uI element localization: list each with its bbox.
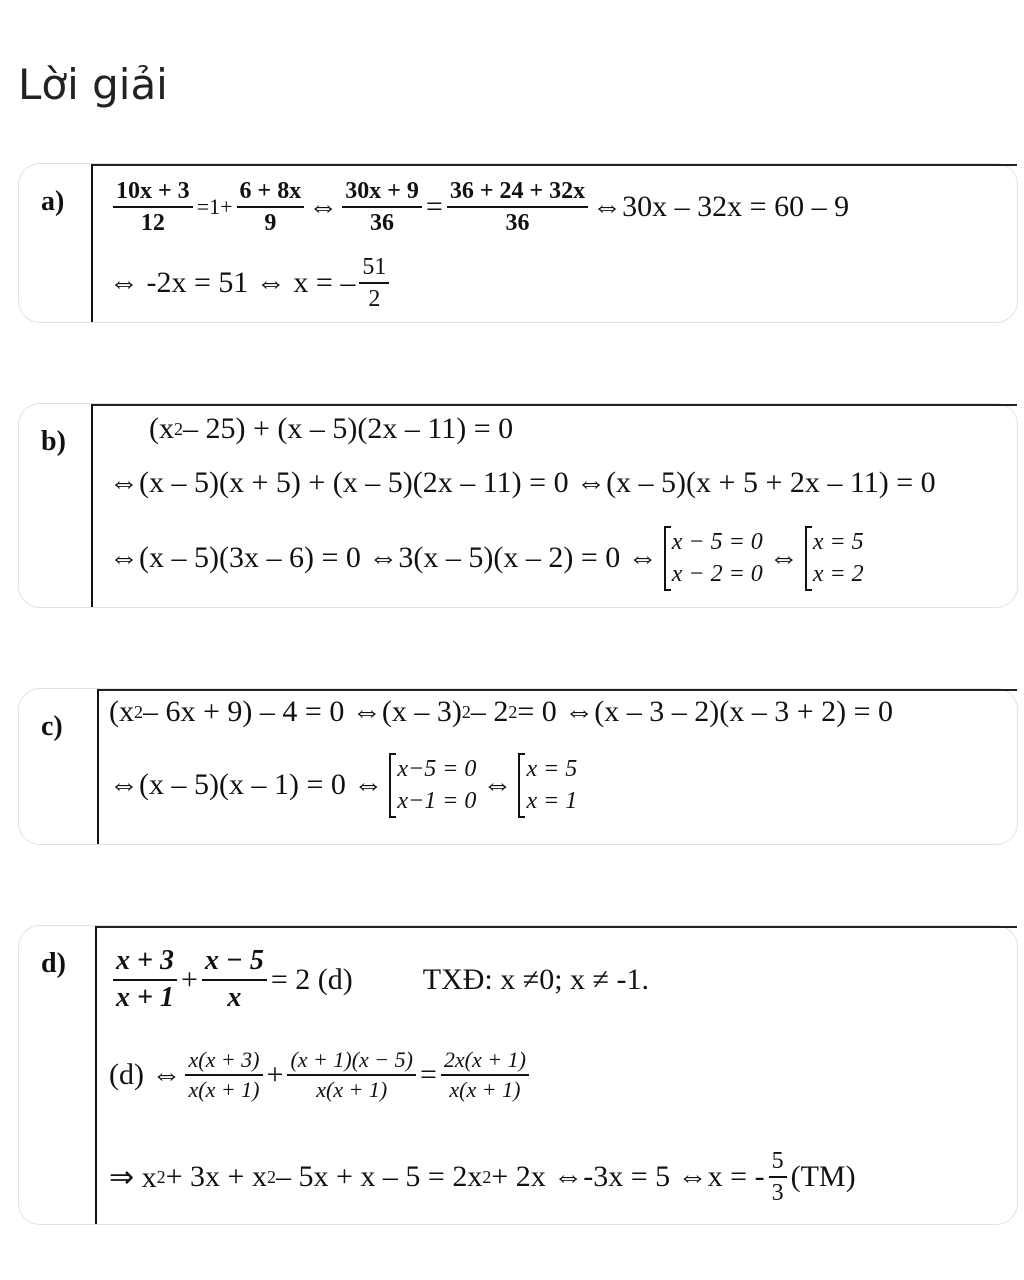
equation-text: (d) ⇔ <box>109 1058 182 1092</box>
equation-text: ⇔ -2x = 51 ⇔ x = – <box>109 266 356 300</box>
equation-text: = 0 ⇔(x – 3 – 2)(x – 3 + 2) = 0 <box>517 695 894 728</box>
exponent: 2 <box>266 1166 276 1187</box>
operator: + <box>180 962 198 996</box>
equation-text: – 2 <box>470 695 509 728</box>
equation-text: ⇔(x – 5)(x + 5) + (x – 5)(2x – 11) = 0 ⇔(x – 5)(x + 5 + 2x – 11) = 0 <box>109 466 936 499</box>
exponent: 2 <box>461 701 471 722</box>
operator: + <box>266 1058 284 1092</box>
fraction: $\frac{10x + 3}{12}$ <box>113 178 193 237</box>
part-label: b) <box>41 426 66 457</box>
fraction: $\frac{36 + 24 + 32x}{36}$ <box>447 178 588 237</box>
part-label: a) <box>41 186 65 217</box>
operator: ⇔ <box>482 768 513 802</box>
solution-part-c <box>18 688 1018 845</box>
divider <box>97 689 99 844</box>
equation-text: – 25) + (x – 5)(2x – 11) = 0 <box>183 412 514 445</box>
equation-line <box>109 526 870 591</box>
equation-text: ⇔(x – 5)(3x – 6) = 0 ⇔3(x – 5)(x – 2) = 0 ⇔ <box>109 541 658 575</box>
equation-line <box>109 178 849 237</box>
divider <box>95 926 97 1224</box>
exponent: 2 <box>482 1166 492 1187</box>
fraction: $\frac{(x + 1)(x - 5)}{x(x + 1)}$ <box>287 1048 416 1102</box>
exponent: 2 <box>134 701 143 722</box>
equation-text: – 5x + x – 5 = 2x <box>275 1160 483 1194</box>
solution-part-d <box>18 925 1018 1225</box>
equation-text: – 6x + 9) – 4 = 0 ⇔(x – 3) <box>143 695 462 728</box>
exponent: 2 <box>174 418 183 439</box>
equation-line <box>109 1148 856 1207</box>
equation-line <box>109 753 583 818</box>
solution-part-b <box>18 403 1018 608</box>
equation-text: = 2 (d) <box>270 962 353 996</box>
case-system: x = 5 x = 2 <box>805 526 864 591</box>
case-system: x−5 = 0 x−1 = 0 <box>389 753 476 818</box>
equation-text: (x <box>149 412 174 445</box>
page-title: Lời giải <box>18 60 168 109</box>
fraction: $\frac{x - 5}{x}$ <box>202 946 267 1014</box>
case-system: x = 5 x = 1 <box>518 753 577 818</box>
equation-text: (x <box>109 695 134 728</box>
divider <box>91 404 1017 406</box>
equation-line <box>109 466 936 500</box>
equation-text: ⇔(x – 5)(x – 1) = 0 ⇔ <box>109 768 384 802</box>
operator: = <box>425 190 443 224</box>
divider <box>97 689 1017 691</box>
equation-line <box>109 946 649 1014</box>
fraction: $\frac{5}{3}$ <box>769 1148 787 1207</box>
equation-line <box>109 695 893 729</box>
divider <box>95 926 1017 928</box>
exponent: 2 <box>508 701 518 722</box>
operator: =1+ <box>196 194 233 220</box>
operator: ⇔ <box>308 190 339 224</box>
part-label: c) <box>41 711 63 742</box>
divider <box>91 404 93 607</box>
part-label: d) <box>41 948 66 979</box>
fraction: $\frac{51}{2}$ <box>359 254 389 313</box>
fraction: $\frac{x + 3}{x + 1}$ <box>113 946 177 1014</box>
fraction: $\frac{30x + 9}{36}$ <box>342 178 422 237</box>
operator: = <box>419 1058 437 1092</box>
equation-line <box>109 1048 533 1102</box>
equation-text: + 2x ⇔-3x = 5 ⇔x = - <box>491 1160 765 1194</box>
divider <box>91 164 93 322</box>
fraction: $\frac{6 + 8x}{9}$ <box>237 178 305 237</box>
fraction: $\frac{x(x + 3)}{x(x + 1)}$ <box>185 1048 262 1102</box>
equation-text: (TM) <box>790 1160 856 1194</box>
equation-text: ⇒ x <box>109 1160 157 1194</box>
case-system: x − 5 = 0 x − 2 = 0 <box>664 526 763 591</box>
divider <box>91 164 1017 166</box>
equation-text: ⇔30x – 32x = 60 – 9 <box>592 190 850 224</box>
operator: ⇔ <box>768 541 799 575</box>
domain-condition: TXĐ: x ≠0; x ≠ -1. <box>422 962 650 996</box>
equation-line <box>109 254 393 313</box>
fraction: $\frac{2x(x + 1)}{x(x + 1)}$ <box>441 1048 529 1102</box>
equation-text: + 3x + x <box>165 1160 267 1194</box>
solution-part-a <box>18 163 1018 323</box>
exponent: 2 <box>156 1166 166 1187</box>
equation-line <box>149 412 513 446</box>
